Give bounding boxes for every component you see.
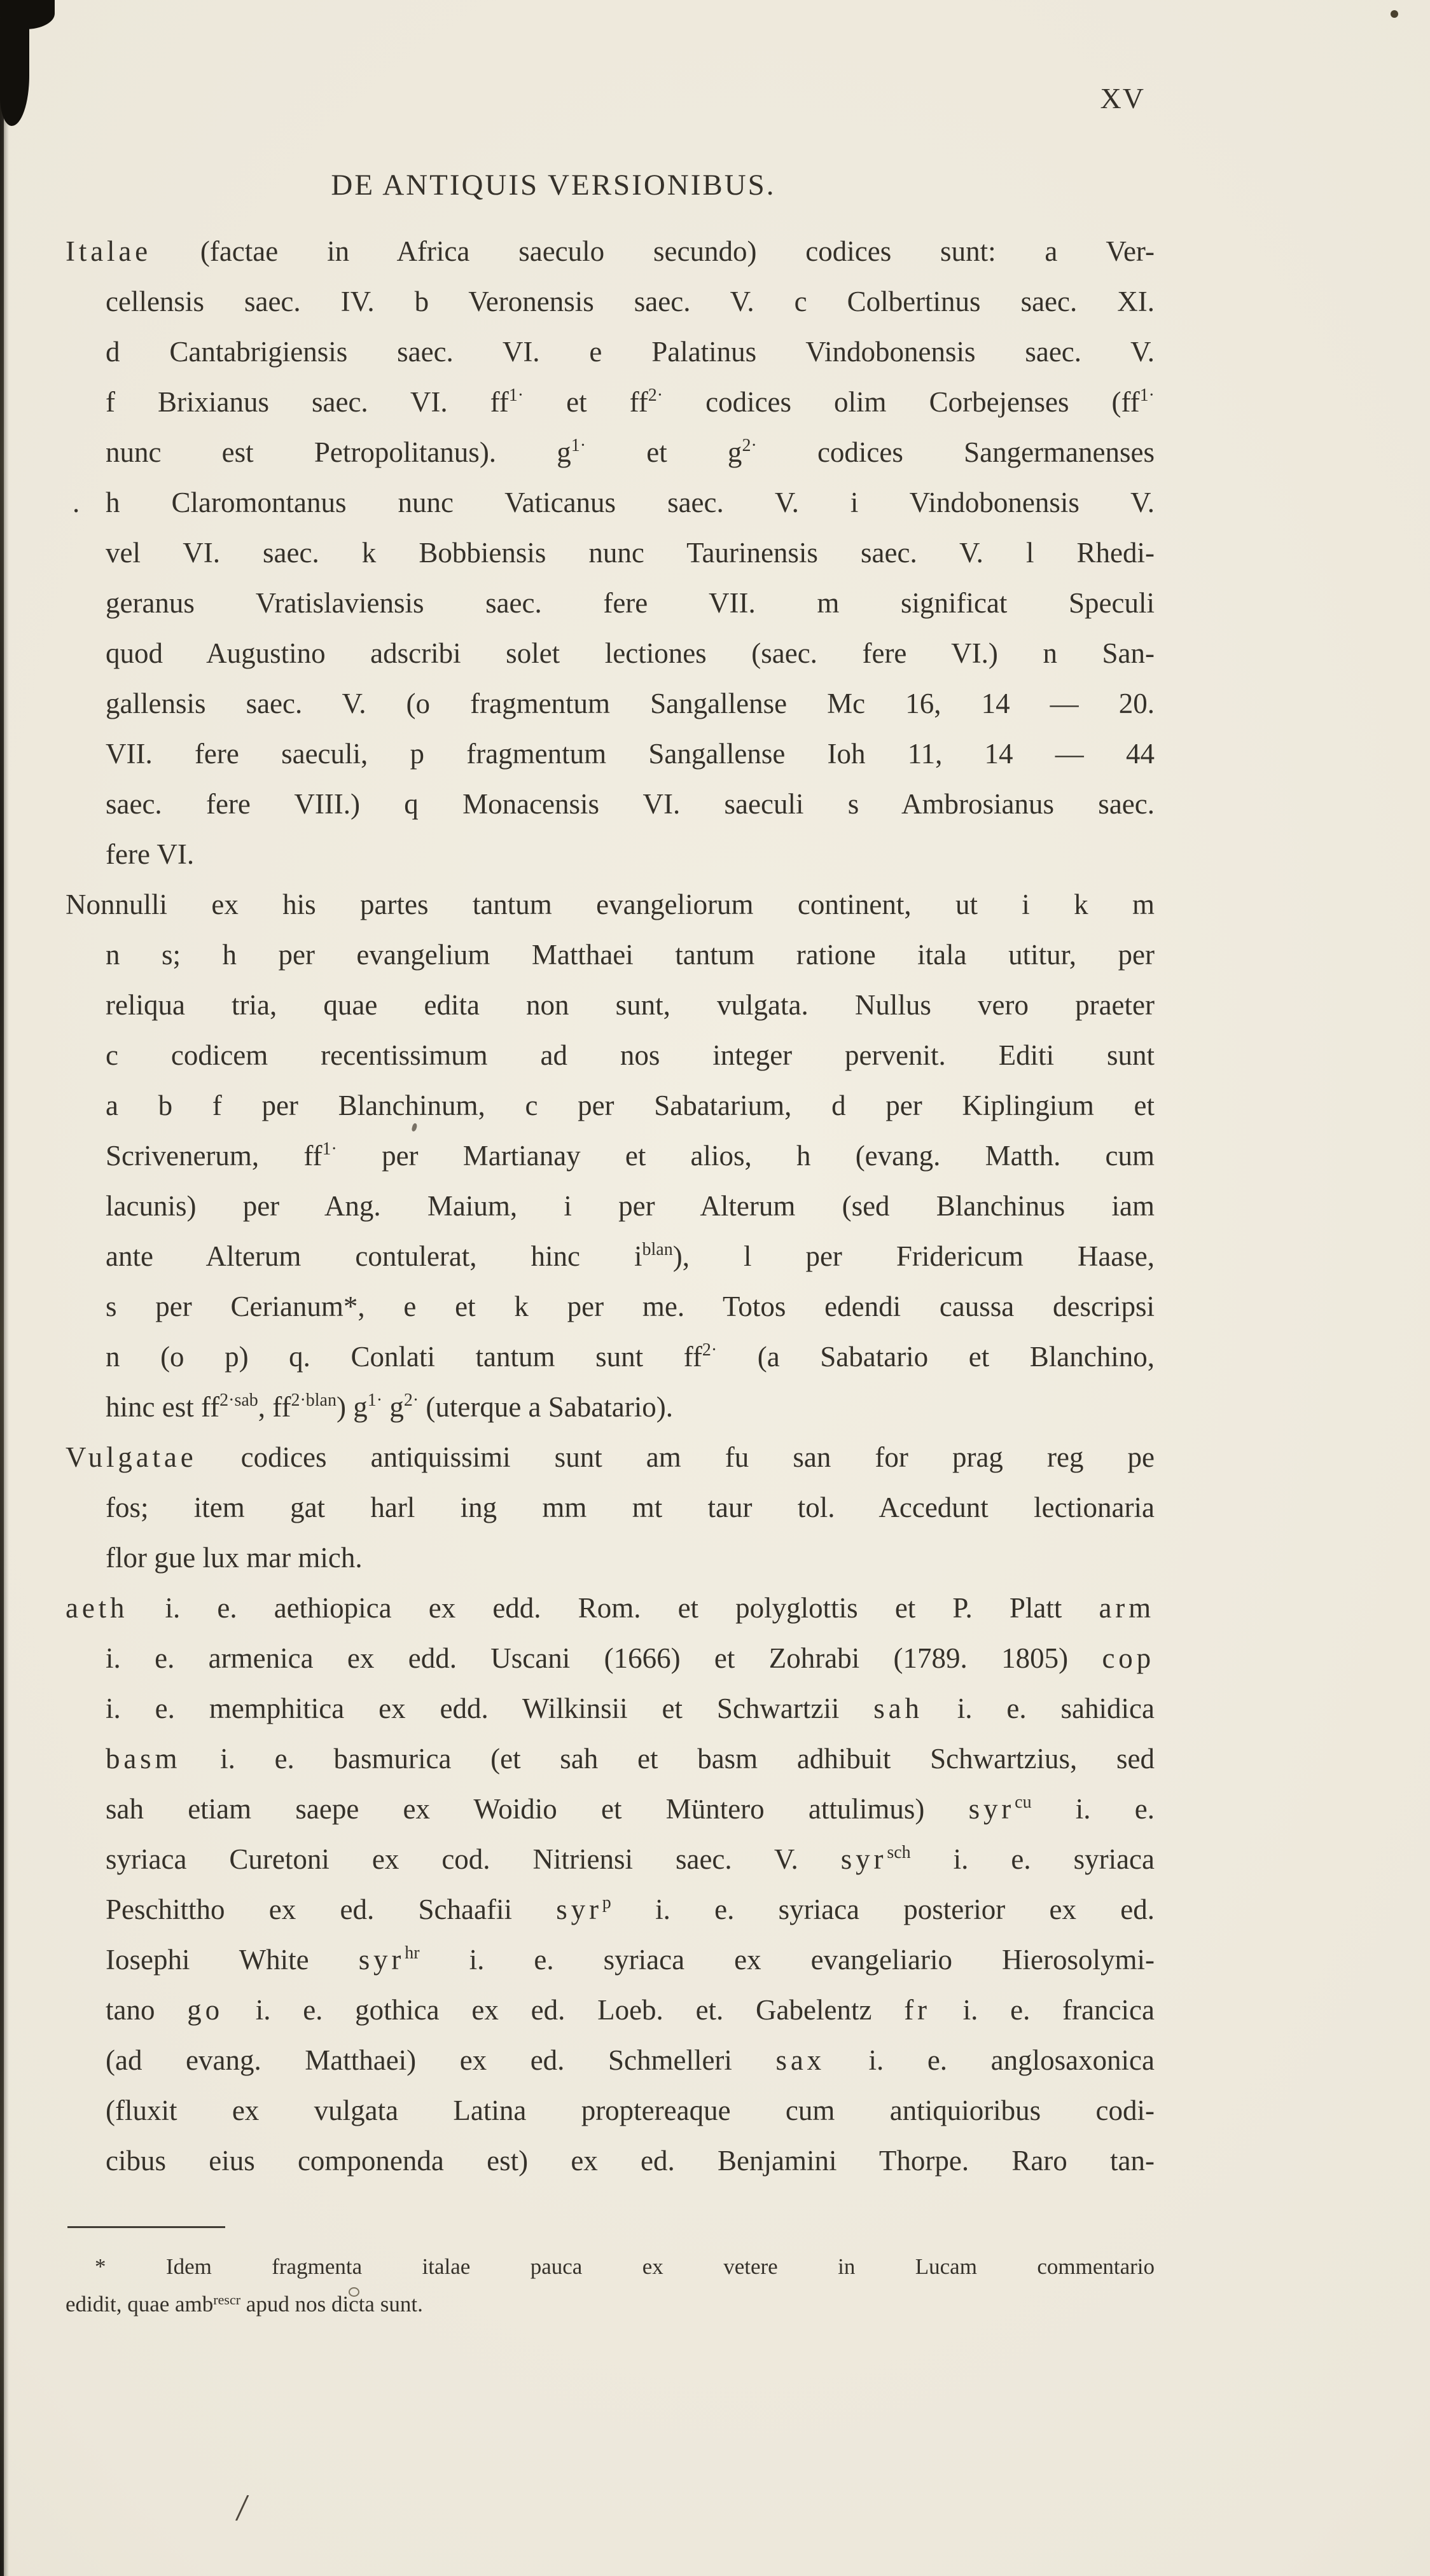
text-run: (ad evang. Matthaei) ex ed. Schmelleri: [106, 2044, 776, 2076]
superscript: 2·: [702, 1340, 718, 1360]
text-run: n (o p) q. Conlati tantum sunt ff: [106, 1341, 702, 1373]
text-run: i. e. syriaca: [910, 1843, 1155, 1875]
text-run: nunc est Petropolitanus). g: [106, 436, 571, 468]
text-run: VII. fere saeculi, p fragmentum Sangallense Ioh 11, 14 — 44: [106, 738, 1155, 770]
text-run: i. e. aethiopica ex edd. Rom. et polyglottis et P. Platt: [128, 1592, 1099, 1624]
text-line: [106, 377, 1155, 427]
text-line: [106, 980, 1155, 1030]
text-run: i. e. anglosaxonica: [825, 2044, 1155, 2076]
footnote-rule: [67, 2226, 225, 2228]
letterspaced-term: Italae: [66, 235, 152, 267]
text-line: [66, 1432, 1155, 1483]
text-line: [106, 1734, 1155, 1784]
text-line: [106, 779, 1155, 829]
text-line: [106, 327, 1155, 377]
text-run: , ff: [258, 1391, 291, 1423]
paragraph: [66, 880, 1155, 1432]
text-line: [106, 1684, 1155, 1734]
text-run: tano: [106, 1994, 188, 2026]
text-line: [106, 2035, 1155, 2086]
text-run: per Martianay et alios, h (evang. Matth. cum: [337, 1140, 1155, 1172]
text-line: [106, 1181, 1155, 1231]
text-line: [66, 2248, 1155, 2285]
superscript: 1·: [508, 385, 524, 405]
text-run: lacunis) per Ang. Maium, i per Alterum (sed Blanchinus iam: [106, 1190, 1155, 1222]
letterspaced-term: syr: [968, 1793, 1015, 1825]
footnote: [66, 2248, 1155, 2323]
superscript: p: [602, 1893, 611, 1913]
text-run: i. e. gothica ex ed. Loeb. et. Gabelentz: [223, 1994, 905, 2026]
superscript: 2·sab: [219, 1390, 258, 1410]
text-line: [106, 1231, 1155, 1282]
text-run: s per Cerianum*, e et k per me. Totos edendi caussa descripsi: [106, 1291, 1155, 1322]
superscript: sch: [887, 1843, 911, 1862]
text-run: codices antiquissimi sunt am fu san for prag reg pe: [197, 1441, 1155, 1473]
text-run: saec. fere VIII.) q Monacensis VI. saeculi s Ambrosianus saec.: [106, 788, 1155, 820]
handwritten-mark: /: [234, 2486, 250, 2530]
page-number: XV: [1100, 82, 1145, 114]
superscript: cu: [1015, 1792, 1032, 1812]
letterspaced-term: aeth: [66, 1592, 128, 1624]
text-run: (uterque a Sabatario).: [419, 1391, 673, 1423]
text-run: i. e. sahidica: [922, 1693, 1155, 1724]
text-run: quod Augustino adscribi solet lectiones (saec. fere VI.) n San-: [106, 637, 1155, 669]
letterspaced-term: sax: [775, 2044, 825, 2076]
page-title: DE ANTIQUIS VERSIONIBUS.: [331, 169, 776, 202]
text-run: Peschittho ex ed. Schaafii: [106, 1894, 557, 1925]
superscript: rescr: [213, 2292, 241, 2308]
text-line: [106, 2086, 1155, 2136]
text-run: geranus Vratislaviensis saec. fere VII. m significat Speculi: [106, 587, 1155, 619]
text-line: [106, 1332, 1155, 1382]
text-run: sah etiam saepe ex Woidio et Müntero attulimus): [106, 1793, 969, 1825]
text-run: a b f per Blanchinum, c per Sabatarium, d per Kiplingium et: [106, 1090, 1155, 1121]
text-run: Nonnulli ex his partes tantum evangeliorum continent, ut i k m: [66, 889, 1155, 920]
text-run: codices Sangermanenses: [756, 436, 1155, 468]
text-line: [106, 1483, 1155, 1533]
text-line: [106, 1282, 1155, 1332]
text-run: ante Alterum contulerat, hinc i: [106, 1240, 642, 1272]
text-line: [106, 1131, 1155, 1181]
text-run: * Idem fragmenta italae pauca ex vetere in Lucam commentario: [95, 2254, 1155, 2279]
text-line: [106, 277, 1155, 327]
text-run: fos; item gat harl ing mm mt taur tol. Accedunt lectionaria: [106, 1492, 1155, 1523]
text-line: [106, 427, 1155, 478]
text-line: [106, 2136, 1155, 2186]
text-run: i. e. armenica ex edd. Uscani (1666) et Zohrabi (1789. 1805): [106, 1642, 1102, 1674]
text-line: [106, 1382, 1155, 1432]
text-line: [73, 478, 1155, 528]
paragraph: [66, 226, 1155, 880]
text-line: [106, 578, 1155, 628]
letterspaced-term: cop: [1102, 1642, 1155, 1674]
text-line: [106, 1935, 1155, 1985]
text-line: [106, 729, 1155, 779]
text-run: cellensis saec. IV. b Veronensis saec. V. c Colbertinus saec. XI.: [106, 286, 1155, 317]
text-run: i. e. syriaca posterior ex ed.: [611, 1894, 1155, 1925]
text-line: [106, 1633, 1155, 1684]
letterspaced-term: syr: [840, 1843, 887, 1875]
text-line: [106, 1784, 1155, 1834]
letterspaced-term: basm: [106, 1743, 181, 1775]
text-line: [106, 528, 1155, 578]
letterspaced-term: syr: [556, 1894, 602, 1925]
text-run: codices olim Corbejenses (ff: [663, 386, 1140, 418]
text-line: [66, 2285, 1155, 2323]
text-run: (factae in Africa saeculo secundo) codices sunt: a Ver-: [151, 235, 1155, 267]
text-line: [106, 1030, 1155, 1081]
scan-corner-artifact-tail: [0, 18, 29, 126]
text-line: [106, 1885, 1155, 1935]
text-run: vel VI. saec. k Bobbiensis nunc Taurinensis saec. V. l Rhedi-: [106, 537, 1155, 569]
text-run: i. e. basmurica (et sah et basm adhibuit Schwartzius, sed: [181, 1743, 1155, 1775]
superscript: hr: [405, 1943, 420, 1963]
text-run: gallensis saec. V. (o fragmentum Sangallense Mc 16, 14 — 20.: [106, 688, 1155, 719]
scan-edge-line: [0, 0, 4, 2576]
superscript: 2·: [648, 385, 663, 405]
text-run: et g: [586, 436, 742, 468]
superscript: 2·blan: [291, 1390, 337, 1410]
text-run: c codicem recentissimum ad nos integer pervenit. Editi sunt: [106, 1039, 1155, 1071]
text-run: n s; h per evangelium Matthaei tantum ratione itala utitur, per: [106, 939, 1155, 971]
text-line: [106, 1081, 1155, 1131]
text-line: [106, 628, 1155, 679]
text-line: [66, 226, 1155, 277]
text-run: fere VI.: [106, 838, 195, 870]
paragraph: [66, 1583, 1155, 2186]
superscript: 1·: [367, 1390, 383, 1410]
text-run: ) g: [336, 1391, 368, 1423]
text-run: Iosephi White: [106, 1944, 359, 1976]
text-run: f Brixianus saec. VI. ff: [106, 386, 509, 418]
letterspaced-term: go: [187, 1994, 223, 2026]
superscript: 1·: [571, 436, 587, 455]
text-run: syriaca Curetoni ex cod. Nitriensi saec. V.: [106, 1843, 841, 1875]
text-run: et ff: [524, 386, 648, 418]
margin-dot: .: [73, 487, 80, 518]
text-run: (fluxit ex vulgata Latina proptereaque cum antiquioribus codi-: [106, 2095, 1155, 2126]
superscript: blan: [642, 1240, 673, 1259]
superscript: 1·: [1139, 385, 1155, 405]
superscript: 2·: [742, 436, 757, 455]
text-line: [66, 880, 1155, 930]
text-run: cibus eius componenda est) ex ed. Benjamini Thorpe. Raro tan-: [106, 2145, 1155, 2177]
text-line: [106, 829, 1155, 880]
text-run: i. e. syriaca ex evangeliario Hierosolymi-: [419, 1944, 1155, 1976]
text-line: [106, 930, 1155, 980]
text-run: (a Sabatario et Blanchino,: [717, 1341, 1155, 1373]
text-run: i. e.: [1031, 1793, 1155, 1825]
text-run: edidit, quae amb: [66, 2292, 214, 2316]
letterspaced-term: fr: [904, 1994, 931, 2026]
text-line: [106, 1985, 1155, 2035]
text-run: i. e. memphitica ex edd. Wilkinsii et Schwartzii: [106, 1693, 874, 1724]
letterspaced-term: syr: [358, 1944, 405, 1976]
main-text: [66, 226, 1155, 2186]
superscript: 1·: [322, 1139, 337, 1159]
text-run: flor gue lux mar mich.: [106, 1542, 363, 1574]
text-run: apud nos dicta sunt.: [240, 2292, 423, 2316]
text-run: Scrivenerum, ff: [106, 1140, 323, 1172]
text-run: i. e. francica: [930, 1994, 1155, 2026]
text-run: d Cantabrigiensis saec. VI. e Palatinus Vindobonensis saec. V.: [106, 336, 1155, 368]
text-line: [106, 1533, 1155, 1583]
text-line: [106, 1834, 1155, 1885]
text-line: [106, 679, 1155, 729]
paragraph: [66, 1432, 1155, 1583]
text-line: [66, 1583, 1155, 1633]
text-run: h Claromontanus nunc Vaticanus saec. V. i Vindobonensis V.: [106, 487, 1155, 518]
ink-speck: [1391, 10, 1398, 18]
text-run: g: [382, 1391, 404, 1423]
superscript: 2·: [403, 1390, 419, 1410]
paragraph: [66, 2248, 1155, 2323]
text-run: ), l per Fridericum Haase,: [672, 1240, 1155, 1272]
text-run: hinc est ff: [106, 1391, 220, 1423]
letterspaced-term: arm: [1099, 1592, 1155, 1624]
letterspaced-term: Vulgatae: [66, 1441, 197, 1473]
letterspaced-term: sah: [873, 1693, 923, 1724]
text-run: reliqua tria, quae edita non sunt, vulgata. Nullus vero praeter: [106, 989, 1155, 1021]
